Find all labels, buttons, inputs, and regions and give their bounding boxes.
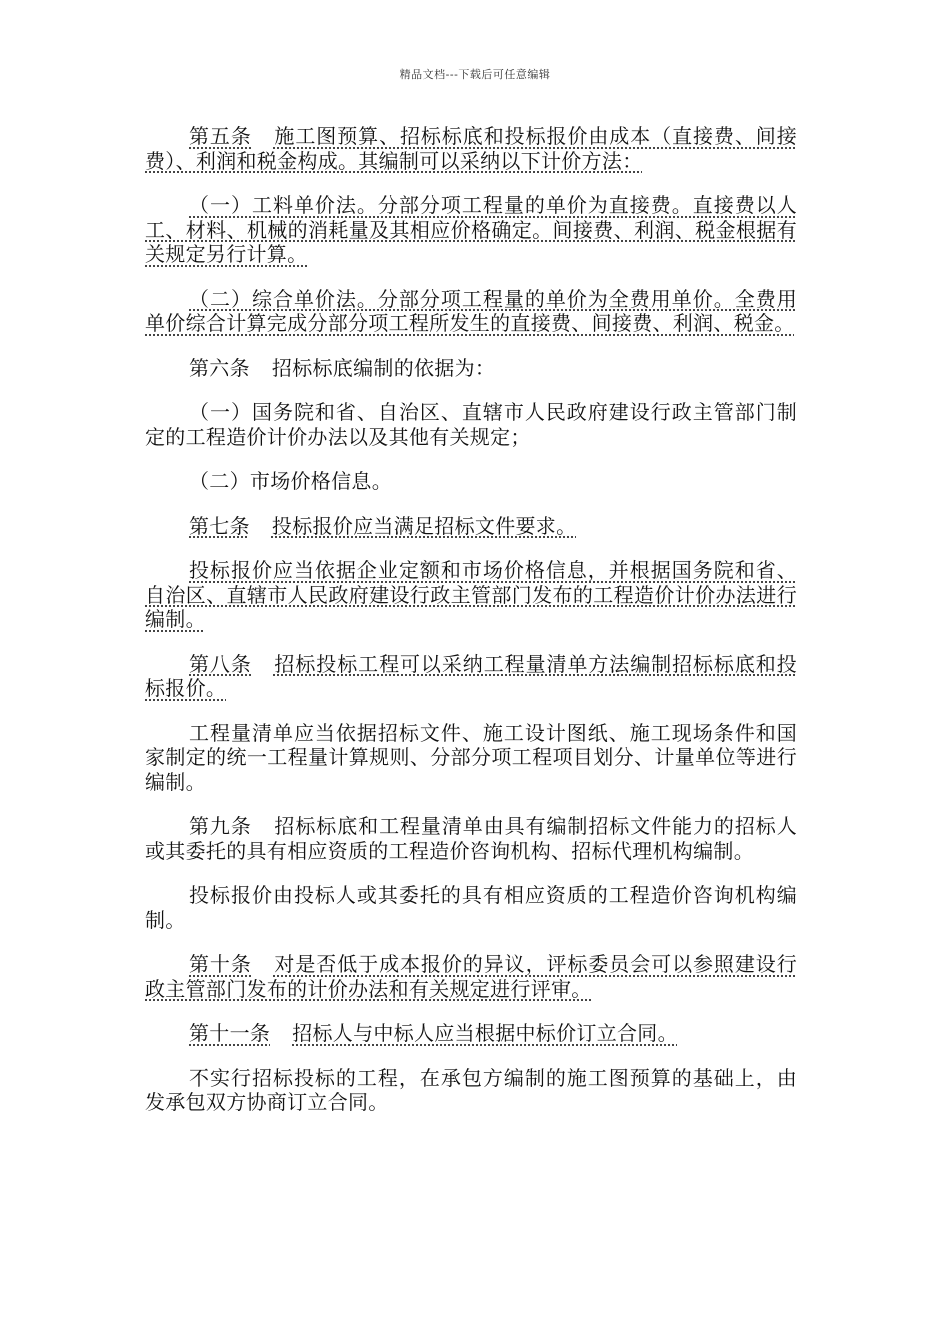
article-number: 第五条 xyxy=(189,124,252,148)
paragraph-article-9 xyxy=(145,814,797,863)
paragraph-text: （一）国务院和省、自治区、直辖市人民政府建设行政主管部门制定的工程造价计价办法以及其他有关规定； xyxy=(145,400,797,449)
paragraph-article-11 xyxy=(145,1021,797,1046)
paragraph-text: 工程量清单应当依据招标文件、施工设计图纸、施工现场条件和国家制定的统一工程量计算规则、分部分项工程项目划分、计量单位等进行编制。 xyxy=(145,720,797,794)
article-number: 第十一条 xyxy=(189,1021,271,1045)
paragraph-text: 投标报价应当依据企业定额和市场价格信息，并根据国务院和省、自治区、直辖市人民政府建设行政主管部门发布的工程造价计价办法进行编制。 xyxy=(145,558,797,631)
paragraph-article-7 xyxy=(145,514,797,539)
paragraph-article-8 xyxy=(145,652,797,701)
paragraph-text: 投标报价应当满足招标文件要求。 xyxy=(271,513,577,538)
paragraph-text: 招标投标工程可以采纳工程量清单方法编制招标标底和投标报价。 xyxy=(145,651,798,700)
paragraph-body xyxy=(145,883,797,932)
paragraph-text: 招标标底和工程量清单由具有编制招标文件能力的招标人或其委托的具有相应资质的工程造价咨询机构、招标代理机构编制。 xyxy=(145,814,798,863)
paragraph-item-1 xyxy=(145,193,797,267)
paragraph-article-10 xyxy=(145,952,797,1001)
paragraph-body xyxy=(145,1066,797,1115)
article-number: 第八条 xyxy=(189,651,252,676)
paragraph-body xyxy=(145,558,797,632)
paragraph-text: （二）市场价格信息。 xyxy=(189,469,392,493)
paragraph-article-6 xyxy=(145,356,797,381)
article-number: 第六条 xyxy=(189,355,250,380)
paragraph-text: 招标标底编制的依据为： xyxy=(271,355,496,380)
paragraph-text: 施工图预算、招标标底和投标报价由成本（直接费、间接费）、利润和税金构成。其编制可以采纳以下计价方法： xyxy=(145,124,798,173)
paragraph-article-5 xyxy=(145,124,797,173)
paragraph-text: 招标人与中标人应当根据中标价订立合同。 xyxy=(292,1021,678,1045)
paragraph-body xyxy=(145,721,797,795)
article-number: 第九条 xyxy=(189,814,252,838)
paragraph-text: （一）工料单价法。分部分项工程量的单价为直接费。直接费以人工、材料、机械的消耗量及其相应价格确定。间接费、利润、税金根据有关规定另行计算。 xyxy=(145,193,797,266)
paragraph-text: （二）综合单价法。分部分项工程量的单价为全费用单价。全费用单价综合计算完成分部分项工程所发生的直接费、间接费、利润、税金。 xyxy=(145,286,797,335)
paragraph-text: 投标报价由投标人或其委托的具有相应资质的工程造价咨询机构编制。 xyxy=(145,883,797,932)
paragraph-item-1 xyxy=(145,400,797,449)
article-number: 第十条 xyxy=(189,952,252,976)
page-header: 精品文档---下载后可任意编辑 xyxy=(399,68,551,81)
paragraph-item-2 xyxy=(145,469,797,494)
paragraph-text: 对是否低于成本报价的异议，评标委员会可以参照建设行政主管部门发布的计价办法和有关规定进行评审。 xyxy=(145,952,798,1001)
paragraph-item-2 xyxy=(145,287,797,336)
article-number: 第七条 xyxy=(189,513,250,538)
paragraph-text: 不实行招标投标的工程，在承包方编制的施工图预算的基础上，由发承包双方协商订立合同。 xyxy=(145,1065,797,1114)
document-body xyxy=(145,124,797,1135)
